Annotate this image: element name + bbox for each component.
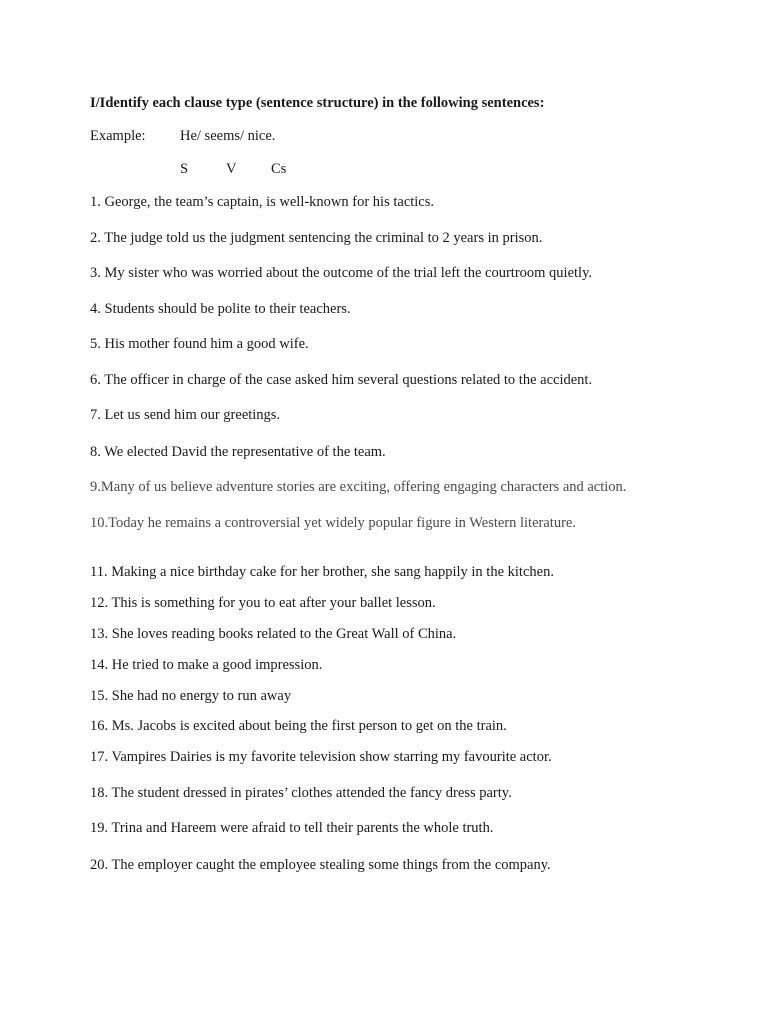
sentence-item: 3. My sister who was worried about the outcome of the trial left the courtroom quietly. bbox=[90, 265, 593, 281]
sentence-item: 16. Ms. Jacobs is excited about being the first person to get on the train. bbox=[90, 718, 507, 734]
label-subject: S bbox=[180, 161, 189, 177]
sentence-item: 7. Let us send him our greetings. bbox=[90, 407, 281, 423]
sentence-item: 11. Making a nice birthday cake for her brother, she sang happily in the kitchen. bbox=[90, 564, 554, 580]
sentence-item: 12. This is something for you to eat after your ballet lesson. bbox=[90, 595, 436, 611]
sentence-item: 19. Trina and Hareem were afraid to tell their parents the whole truth. bbox=[90, 820, 494, 836]
sentence-item: 8. We elected David the representative of the team. bbox=[90, 444, 386, 460]
worksheet-title: I/Identify each clause type (sentence structure) in the following sentences: bbox=[90, 95, 545, 111]
sentence-item: 5. His mother found him a good wife. bbox=[90, 336, 309, 352]
sentence-item: 9.Many of us believe adventure stories are exciting, offering engaging characters and action. bbox=[90, 479, 627, 495]
sentence-item: 1. George, the team’s captain, is well-known for his tactics. bbox=[90, 194, 435, 210]
label-verb: V bbox=[226, 161, 237, 177]
sentence-item: 14. He tried to make a good impression. bbox=[90, 657, 323, 673]
sentence-item: 4. Students should be polite to their teachers. bbox=[90, 301, 351, 317]
sentence-item: 2. The judge told us the judgment sentencing the criminal to 2 years in prison. bbox=[90, 230, 543, 246]
sentence-item: 6. The officer in charge of the case asked him several questions related to the accident. bbox=[90, 372, 593, 388]
sentence-item: 18. The student dressed in pirates’ clothes attended the fancy dress party. bbox=[90, 785, 512, 801]
example-label: Example: bbox=[90, 128, 146, 144]
sentence-item: 20. The employer caught the employee stealing some things from the company. bbox=[90, 857, 551, 873]
example-sentence: He/ seems/ nice. bbox=[180, 128, 276, 144]
sentence-item: 13. She loves reading books related to the Great Wall of China. bbox=[90, 626, 457, 642]
sentence-item: 17. Vampires Dairies is my favorite television show starring my favourite actor. bbox=[90, 749, 552, 765]
label-complement: Cs bbox=[271, 161, 287, 177]
sentence-item: 15. She had no energy to run away bbox=[90, 688, 292, 704]
sentence-item: 10.Today he remains a controversial yet widely popular figure in Western literature. bbox=[90, 515, 576, 531]
